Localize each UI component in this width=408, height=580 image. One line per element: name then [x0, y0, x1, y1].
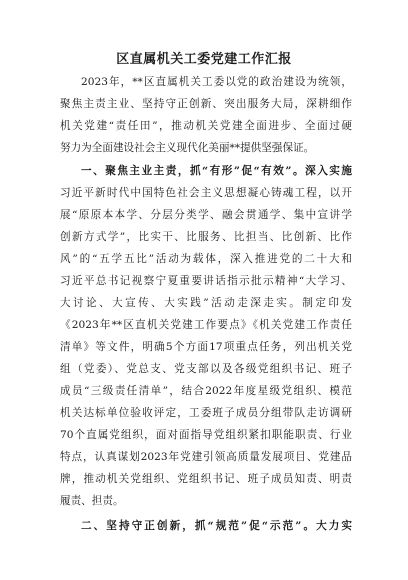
paragraph-line: 2023年，**区直属机关工委以党的政治建设为统领，	[81, 76, 352, 88]
section-heading-line	[60, 165, 352, 178]
document-title: 区直属机关工委党建工作汇报	[116, 52, 292, 67]
section-heading-text: 二、坚持守正创新，抓“规范”促“示范”。大力实	[81, 520, 352, 532]
paragraph-line: 展“原原本本学、分层分类学、融会贯通学、集中宣讲学	[60, 209, 352, 221]
paragraph-line: 风”的“五学五比”活动为载体，深入推进党的二十大和	[60, 253, 352, 265]
paragraph-line: 特点，认真谋划2023年党建引领高质量发展项目、党建品	[60, 451, 352, 463]
section-heading-line	[60, 520, 352, 533]
section-heading-text: 一、聚焦主业主责，抓“有形”促“有效”。深入实施	[81, 165, 352, 177]
paragraph-line: 努力为全面建设社会主义现代化美丽**提供坚强保证。	[60, 142, 315, 154]
paragraph-line: 习近平总书记视察宁夏重要讲话指示批示精神“大学习、	[60, 275, 352, 287]
paragraph-line: 机关党建“责任田”，推动机关党建全面进步、全面过硬	[60, 120, 352, 132]
paragraph-line: 70个直属党组织，面对面指导党组织紧扣职能职责、行业	[60, 429, 352, 441]
paragraph-line: 《2023年**区直机关党建工作要点》《机关党建工作责任	[60, 319, 352, 331]
paragraph-line: 履责、担责。	[60, 495, 124, 507]
paragraph-line: 创新方式学”，比实干、比服务、比担当、比创新、比作	[60, 231, 352, 243]
paragraph-line: 聚焦主责主业、坚持守正创新、突出服务大局，深耕细作	[60, 98, 352, 110]
paragraph-line: 成员“三级责任清单”，结合2022年度星级党组织、模范	[60, 385, 352, 397]
paragraph-line: 牌，推动机关党组织、党组织书记、班子成员知责、明责	[60, 473, 352, 485]
paragraph-line: 清单》等文件，明确5个方面17项重点任务，列出机关党	[60, 341, 352, 353]
paragraph-line: 机关达标单位验收评定，工委班子成员分组带队走访调研	[60, 407, 352, 419]
paragraph-line: 大讨论、大宣传、大实践”活动走深走实。制定印发	[60, 297, 352, 309]
paragraph-line: 习近平新时代中国特色社会主义思想凝心铸魂工程，以开	[60, 187, 352, 199]
paragraph-line: 组（党委）、党总支、党支部以及各级党组织书记、班子	[60, 363, 352, 375]
